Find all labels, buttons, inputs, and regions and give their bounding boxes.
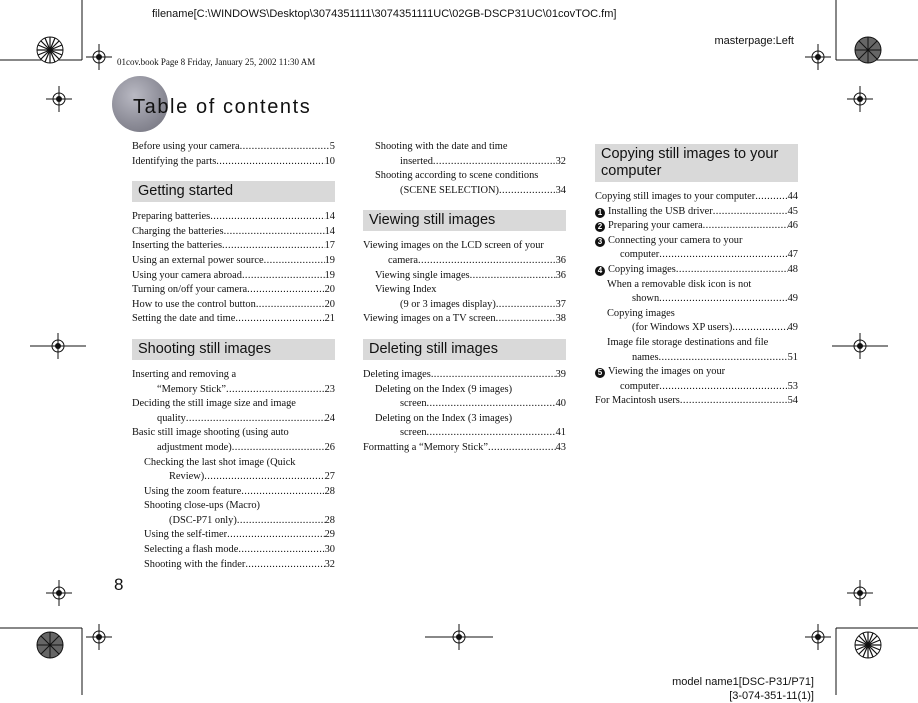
registration-star-icon [35,630,65,660]
toc-entry[interactable]: 5 Viewing the images on your computer ..... 53 [595,365,798,394]
masterpage-label: masterpage:Left [714,35,794,47]
toc-entry[interactable]: 2 Preparing your camera ..... 46 [595,219,798,234]
toc-entry[interactable]: Deleting on the Index (9 images) screen ..... 40 [363,383,566,412]
section-heading-viewing: Viewing still images [363,210,566,231]
crosshair-target-icon [86,44,112,70]
step-number-icon: 1 [595,208,605,218]
toc-entry[interactable]: Copying still images to your computer ..... 44 [595,190,798,205]
toc-entry[interactable]: Deciding the still image size and image quality ..... 24 [132,397,335,426]
toc-entry[interactable]: Using an external power source ..... 19 [132,254,335,269]
crosshair-target-icon [30,333,86,359]
crosshair-target-icon [46,86,72,112]
toc-entry[interactable]: Using the zoom feature ..... 28 [132,485,335,500]
toc-entry[interactable]: When a removable disk icon is not shown ..... 49 [595,278,798,307]
model-code-line: [3-074-351-11(1)] [729,690,814,702]
crosshair-target-icon [425,624,493,650]
toc-entry[interactable]: Viewing Index (9 or 3 images display) ..... 37 [363,283,566,312]
toc-entry[interactable]: For Macintosh users ..... 54 [595,394,798,409]
toc-entry[interactable]: Viewing images on a TV screen ..... 38 [363,312,566,327]
registration-star-icon [35,35,65,65]
toc-entry[interactable]: Preparing batteries ..... 14 [132,210,335,225]
toc-entry[interactable]: Viewing single images ..... 36 [363,269,566,284]
toc-entry[interactable]: Inserting the batteries ..... 17 [132,239,335,254]
crosshair-target-icon [805,44,831,70]
toc-entry[interactable]: Identifying the parts ..... 10 [132,155,335,170]
toc-entry[interactable]: Turning on/off your camera ..... 20 [132,283,335,298]
toc-column-3 [595,142,798,409]
toc-entry[interactable]: Checking the last shot image (Quick Review) ..... 27 [132,456,335,485]
section-heading-getting-started: Getting started [132,181,335,202]
toc-entry[interactable]: Basic still image shooting (using auto adjustment mode) ..... 26 [132,426,335,455]
registration-star-icon [853,35,883,65]
filename-header: filename[C:\WINDOWS\Desktop\3074351111\3074351111UC\02GB-DSCP31UC\01covTOC.fm] [152,8,617,20]
toc-entry[interactable]: Deleting on the Index (3 images) screen ..... 41 [363,412,566,441]
registration-star-icon [853,630,883,660]
toc-entry[interactable]: Shooting close-ups (Macro) (DSC-P71 only) ..... 28 [132,499,335,528]
toc-entry[interactable]: Shooting according to scene conditions (SCENE SELECTION) ..... 34 [363,169,566,198]
toc-entry[interactable]: Selecting a flash mode ..... 30 [132,543,335,558]
toc-column-1 [132,140,335,572]
toc-entry[interactable]: Copying images (for Windows XP users) ..... 49 [595,307,798,336]
crosshair-target-icon [46,580,72,606]
step-number-icon: 5 [595,368,605,378]
crosshair-target-icon [86,624,112,650]
toc-entry[interactable]: Shooting with the finder ..... 32 [132,558,335,573]
crosshair-target-icon [832,333,888,359]
page-number: 8 [114,575,124,594]
toc-entry[interactable]: Formatting a “Memory Stick” ..... 43 [363,441,566,456]
page-title: Table of contents [133,96,312,118]
toc-entry[interactable]: Shooting with the date and time inserted ..... 32 [363,140,566,169]
crosshair-target-icon [847,580,873,606]
crosshair-target-icon [805,624,831,650]
toc-entry[interactable]: Using the self-timer ..... 29 [132,528,335,543]
section-heading-deleting: Deleting still images [363,339,566,360]
crosshair-target-icon [847,86,873,112]
toc-entry[interactable]: Charging the batteries ..... 14 [132,225,335,240]
section-heading-copying: Copying still images to your computer [595,144,798,182]
toc-entry[interactable]: Image file storage destinations and file names ..... 51 [595,336,798,365]
step-number-icon: 2 [595,222,605,232]
step-number-icon: 4 [595,266,605,276]
toc-entry[interactable]: Before using your camera ..... 5 [132,140,335,155]
section-heading-shooting: Shooting still images [132,339,335,360]
toc-entry[interactable]: Setting the date and time ..... 21 [132,312,335,327]
toc-entry[interactable]: 4 Copying images ..... 48 [595,263,798,278]
toc-entry[interactable]: How to use the control button ..... 20 [132,298,335,313]
toc-entry[interactable]: Deleting images ..... 39 [363,368,566,383]
toc-column-2 [363,140,566,456]
toc-entry[interactable]: 3 Connecting your camera to your computer ..... 47 [595,234,798,263]
model-name-line: model name1[DSC-P31/P71] [672,676,814,688]
book-info-line: 01cov.book Page 8 Friday, January 25, 2002 11:30 AM [117,57,316,67]
toc-entry[interactable]: Using your camera abroad ..... 19 [132,269,335,284]
toc-entry[interactable]: Inserting and removing a “Memory Stick” ..... 23 [132,368,335,397]
toc-entry[interactable]: 1 Installing the USB driver ..... 45 [595,205,798,220]
step-number-icon: 3 [595,237,605,247]
toc-entry[interactable]: Viewing images on the LCD screen of your camera ..... 36 [363,239,566,268]
